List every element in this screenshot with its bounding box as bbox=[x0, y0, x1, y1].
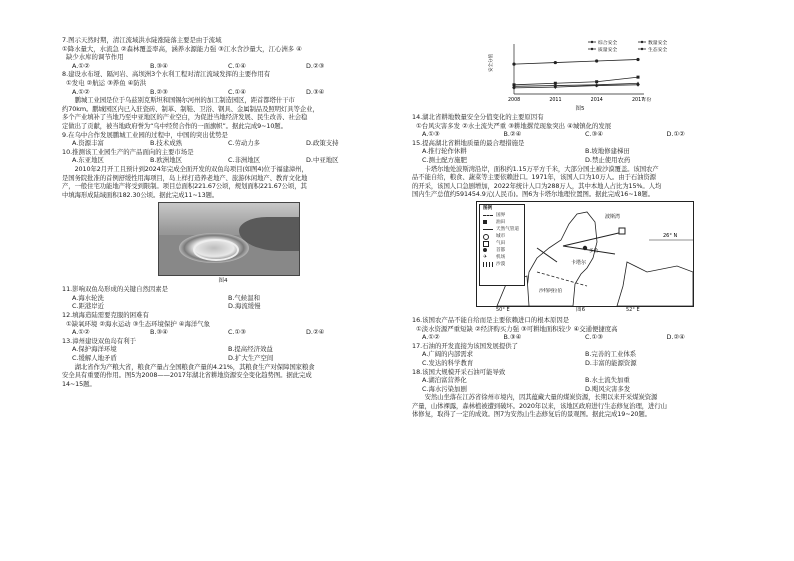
q10-option-a[interactable]: A.东亚地区 bbox=[72, 156, 104, 165]
passage-2-line-4: 中填海形成陆域面积182.30公顷。据此完成11~13题。 bbox=[62, 190, 219, 199]
q18-stem: 18.该国大规模开采石油可能导致 bbox=[412, 367, 506, 376]
passage-3-line-3: 14~15题。 bbox=[62, 379, 96, 388]
q12-option-a[interactable]: A.①② bbox=[72, 328, 90, 337]
q10-option-c[interactable]: C.非洲地区 bbox=[228, 156, 261, 165]
legend-item: 首都 bbox=[480, 247, 524, 254]
q10-option-d[interactable]: D.中亚地区 bbox=[306, 156, 339, 165]
q13-option-b[interactable]: B.提高经济效益 bbox=[228, 345, 273, 354]
right-column bbox=[412, 36, 748, 419]
legend-marker bbox=[591, 48, 593, 50]
q10-options bbox=[62, 156, 384, 165]
x-axis-label: 年份 bbox=[642, 98, 652, 103]
q7-option-a[interactable]: A.①② bbox=[72, 61, 90, 70]
q11-option-c[interactable]: C.距港岸近 bbox=[72, 302, 105, 311]
q8-line2: ①发电 ②航运 ③养鱼 ④防洪 bbox=[66, 78, 147, 87]
passage-3-line-1: 湖北省作为产粮大省，粮食产量占全国粮食产量的4.21%，其粮食生产对保障国家粮食 bbox=[62, 362, 315, 371]
figure-5-caption: 图5 bbox=[575, 106, 585, 112]
q18-options bbox=[412, 376, 748, 393]
q8-option-d[interactable]: D.③④ bbox=[306, 87, 325, 96]
q11-option-a[interactable]: A.海水轮洗 bbox=[72, 293, 104, 302]
q14-option-b[interactable]: B.②④ bbox=[503, 130, 522, 139]
neighbor-label: 沙特阿拉伯 bbox=[539, 288, 562, 294]
q7-line2: ①降水量大，水流急 ②森林覆盖率高，涵养水源能力强 ③江水含沙量大，江心洲多 ④ bbox=[62, 44, 302, 53]
q16-options bbox=[412, 333, 748, 342]
q17-option-a[interactable]: A.广阔的内部需求 bbox=[422, 350, 474, 359]
q18-option-d[interactable]: D.飓风灾害多发 bbox=[585, 384, 631, 393]
q11-option-d[interactable]: D.海流缓慢 bbox=[228, 302, 261, 311]
data-point bbox=[595, 80, 598, 83]
figure-5-chart bbox=[488, 38, 688, 106]
q13-options bbox=[62, 345, 384, 362]
figure-4-caption: 图4 bbox=[218, 278, 228, 285]
passage-2-line-3: 产，一般住宅功能地产将受到限制。项目总面积221.67公顷，规划面积221.67公顷，其 bbox=[62, 182, 307, 191]
q14-stem: 14.湖北省耕地数量安全分值变化的主要原因有 bbox=[412, 113, 544, 121]
data-point bbox=[595, 84, 599, 88]
q13-option-d[interactable]: D.扩大生产空间 bbox=[228, 354, 274, 363]
passage-4-line-2: 品不能自给，粮食、蔬菜等主要依赖进口。1971年，该国人口为10万人。由于石油资源 bbox=[412, 173, 656, 182]
figure-6-caption: 图6 bbox=[576, 306, 586, 313]
figure-6-map bbox=[476, 201, 694, 307]
data-point bbox=[637, 76, 640, 79]
gas-field-marker bbox=[619, 228, 625, 234]
q7-option-c[interactable]: C.①④ bbox=[228, 61, 246, 70]
passage-1-line-1: 鹏城工业园是位于乌兹别克斯坦和国锡尔河州的加工制造园区，距首都塔什干市 bbox=[62, 96, 295, 105]
map-axis-labels bbox=[476, 307, 694, 316]
q16-option-c[interactable]: C.①③ bbox=[585, 333, 603, 342]
map-legend bbox=[479, 204, 525, 286]
q13-option-c[interactable]: C.缓解人地矛盾 bbox=[72, 354, 117, 363]
island-aerial-photo bbox=[158, 202, 300, 276]
q18-option-c[interactable]: C.海水污染加剧 bbox=[422, 384, 467, 393]
q15-option-b[interactable]: B.坡地修建梯田 bbox=[585, 147, 630, 156]
legend-label: 综合安全 bbox=[598, 40, 618, 46]
q11-options bbox=[62, 294, 384, 311]
country-label: 卡塔尔 bbox=[571, 259, 587, 266]
legend-label: 数量安全 bbox=[648, 40, 668, 46]
passage-2-line-1: 2010年2月开工且预计到2024年完成全面开发的双鱼岛项目(如图4)位于福建漳州， bbox=[62, 164, 308, 173]
passage-1-line-2: 约70km。鹏城园区内已入驻瓷砖、制革、制鞋、卫浴、钢具、金属制品及照明灯具等企业， bbox=[62, 104, 319, 113]
q8-option-c[interactable]: C.①④ bbox=[228, 87, 246, 96]
legend-marker bbox=[641, 48, 643, 50]
q12-option-d[interactable]: D.②④ bbox=[306, 328, 325, 337]
capital-marker bbox=[583, 246, 587, 250]
q9-options bbox=[62, 139, 384, 148]
q11-option-b[interactable]: B.气候温和 bbox=[228, 293, 260, 302]
legend-label: 质量安全 bbox=[598, 47, 618, 53]
x-tick-label: 2011 bbox=[549, 98, 562, 103]
x-tick-label: 2017 bbox=[632, 98, 645, 103]
passage-3-line-2: 安全具有重要的作用。图5为2008——2017年湖北省耕地资源安全变化趋势图。据此完成 bbox=[62, 371, 312, 380]
legend-item: 沙漠 bbox=[480, 261, 524, 268]
q9-option-c[interactable]: C.劳动力多 bbox=[228, 139, 261, 148]
passage-2-line-2: 是国务院批准的首例舒缓性用海项目，岛上样打造养老地产、旅游休闲地产、教育文化地 bbox=[62, 173, 308, 182]
q9-stem: 9.在乌中合作发展鹏城工业园的过程中，中国的突出优势是 bbox=[62, 130, 228, 139]
legend-item: 城市 bbox=[480, 233, 524, 240]
q7-stem: 7.图示天然时期，清江流域洪水陡涨陡落主要是由于流域 bbox=[62, 36, 222, 44]
q14-option-c[interactable]: C.③④ bbox=[585, 130, 603, 139]
q12-stem: 12.填海造陆需要克服的困难有 bbox=[62, 311, 149, 320]
legend-item: 油田 bbox=[480, 219, 524, 226]
q8-option-a[interactable]: A.①② bbox=[72, 87, 90, 96]
q9-option-d[interactable]: D.政策支持 bbox=[306, 139, 339, 148]
q15-option-a[interactable]: A.推行轮作休耕 bbox=[422, 147, 467, 156]
q14-options bbox=[412, 130, 748, 139]
q13-stem: 13.漳州建设双鱼岛有利于 bbox=[62, 336, 137, 345]
lat-label: 26° N bbox=[663, 232, 678, 239]
q18-option-a[interactable]: A.湖泊富营养化 bbox=[422, 376, 467, 385]
q11-stem: 11.影响双鱼岛形成的关键自然因素是 bbox=[62, 285, 169, 294]
x-tick-label: 2014 bbox=[590, 98, 603, 103]
data-point bbox=[512, 63, 515, 66]
q17-option-c[interactable]: C.发达的科学教育 bbox=[422, 358, 474, 367]
q14-option-a[interactable]: A.①③ bbox=[422, 130, 440, 139]
q15-options bbox=[412, 147, 748, 164]
lon2-label: 52° E bbox=[626, 306, 640, 313]
q14-line2: ①台风灾害多发 ②水土流失严重 ③耕地撂荒现象突出 ④城镇化的发展 bbox=[416, 121, 612, 130]
lon1-label: 50° E bbox=[496, 306, 510, 313]
q17-stem: 17.石油的开发直接为该国发展提供了 bbox=[412, 341, 519, 350]
data-point bbox=[554, 61, 557, 64]
passage-5-line-3: 体修复，取得了一定的成效。图7为安然山生态修复后的景观图。据此完成19~20题。 bbox=[412, 410, 651, 419]
legend-item: 天然气管道 bbox=[480, 226, 524, 233]
passage-5-line-1: 安然山坐落在江苏省徐州市境内，因其蕴藏大量的煤炭资源，长期以来开采煤炭资源 bbox=[412, 393, 658, 402]
passage-4-line-4: 国内生产总值约591454.9元(人民币)。图6为卡塔尔地理位置图。据此完成16~18题。 bbox=[412, 190, 654, 199]
q7-option-d[interactable]: D.②③ bbox=[306, 61, 325, 70]
passage-4-line-1: 卡塔尔地处波斯湾沿岸，面积约1.15万平方千米，大部分国土被沙漠覆盖。该国农产 bbox=[412, 164, 659, 173]
q16-option-b[interactable]: B.③④ bbox=[503, 333, 522, 342]
q8-options bbox=[62, 88, 384, 97]
sea-label: 波斯湾 bbox=[605, 213, 621, 220]
data-point bbox=[595, 59, 598, 62]
q16-option-a[interactable]: A.①② bbox=[422, 333, 440, 342]
q17-options bbox=[412, 350, 748, 367]
q8-option-b[interactable]: B.②③ bbox=[150, 87, 168, 96]
y-axis-label: 安全分值 bbox=[489, 54, 494, 72]
eastern-land bbox=[617, 262, 693, 306]
x-tick-label: 2008 bbox=[508, 98, 521, 103]
passage-4-line-3: 的开采，该国人口急剧增加，2022年统计人口为288万人，其中本地人占比为15%。人均 bbox=[412, 181, 662, 190]
q7-options bbox=[62, 62, 384, 71]
q12-option-c[interactable]: C.①③ bbox=[228, 328, 246, 337]
legend-title: 图例 bbox=[483, 205, 493, 211]
left-column bbox=[62, 36, 384, 388]
legend-item: ✈ 机场 bbox=[483, 253, 506, 260]
q16-option-d[interactable]: D.②④ bbox=[666, 333, 685, 342]
q15-option-d[interactable]: D.禁止使用农药 bbox=[585, 155, 631, 164]
q15-option-c[interactable]: C.测土配方施肥 bbox=[422, 155, 467, 164]
q17-option-b[interactable]: B.完善的工业体系 bbox=[585, 350, 637, 359]
data-point bbox=[636, 58, 639, 61]
line-chart bbox=[488, 38, 688, 106]
q17-option-d[interactable]: D.丰富的能源资源 bbox=[585, 358, 637, 367]
q13-option-a[interactable]: A.保护海洋环境 bbox=[72, 345, 117, 354]
passage-1-line-3: 多个产业填补了当地乃至中亚地区的产业空白，为促进当地经济发展、民生改善、社会稳 bbox=[62, 113, 308, 122]
legend-label: 生态安全 bbox=[648, 47, 668, 53]
q15-stem: 15.提高湖北省耕地质量的最合理措施是 bbox=[412, 138, 525, 147]
q10-stem: 10.推测该工业园生产的产品面向的主要市场是 bbox=[62, 147, 194, 156]
legend-item: 气田 bbox=[480, 240, 524, 247]
legend-marker bbox=[641, 41, 643, 43]
legend-item: 国界 bbox=[480, 212, 524, 219]
q16-line2: ①淡水资源严重短缺 ②经济购买力强 ③可耕地面积较少 ④交通便捷度高 bbox=[416, 324, 618, 333]
passage-5-line-2: 产量，山体裸露，森林植被遭到破坏。2020年以来，该地区政府进行生态修复治理，进行山 bbox=[412, 401, 667, 410]
q10-option-b[interactable]: B.欧洲地区 bbox=[150, 156, 182, 165]
q18-option-b[interactable]: B.水土流失加重 bbox=[585, 376, 630, 385]
passage-1-line-4: 定做出了贡献，被当地政府誉为“乌中经贸合作的一面旗帜”。据此完成9~10题。 bbox=[62, 121, 287, 130]
city-label: 多哈 bbox=[589, 248, 599, 254]
q7-line3: 缺少水库的调节作用 bbox=[66, 53, 124, 62]
q7-option-b[interactable]: B.③④ bbox=[150, 61, 168, 70]
series-line bbox=[514, 60, 638, 65]
q14-option-d[interactable]: D.①② bbox=[666, 130, 685, 139]
q12-options bbox=[62, 328, 384, 337]
q9-option-a[interactable]: A.资源丰富 bbox=[72, 139, 104, 148]
q12-option-b[interactable]: B.③④ bbox=[150, 328, 168, 337]
q16-stem: 16.该国农产品不能自给而是主要依赖进口的根本原因是 bbox=[412, 315, 570, 324]
q8-stem: 8.建设水布垭、隔河岩、高坝洲3个水利工程对清江流域发挥的主要作用有 bbox=[62, 70, 271, 79]
legend-marker bbox=[591, 41, 593, 43]
q9-option-b[interactable]: B.技术成熟 bbox=[150, 139, 182, 148]
q12-line2: ①缺氧环境 ②海水运动 ③生态环境保护 ④海洋气象 bbox=[66, 319, 211, 328]
